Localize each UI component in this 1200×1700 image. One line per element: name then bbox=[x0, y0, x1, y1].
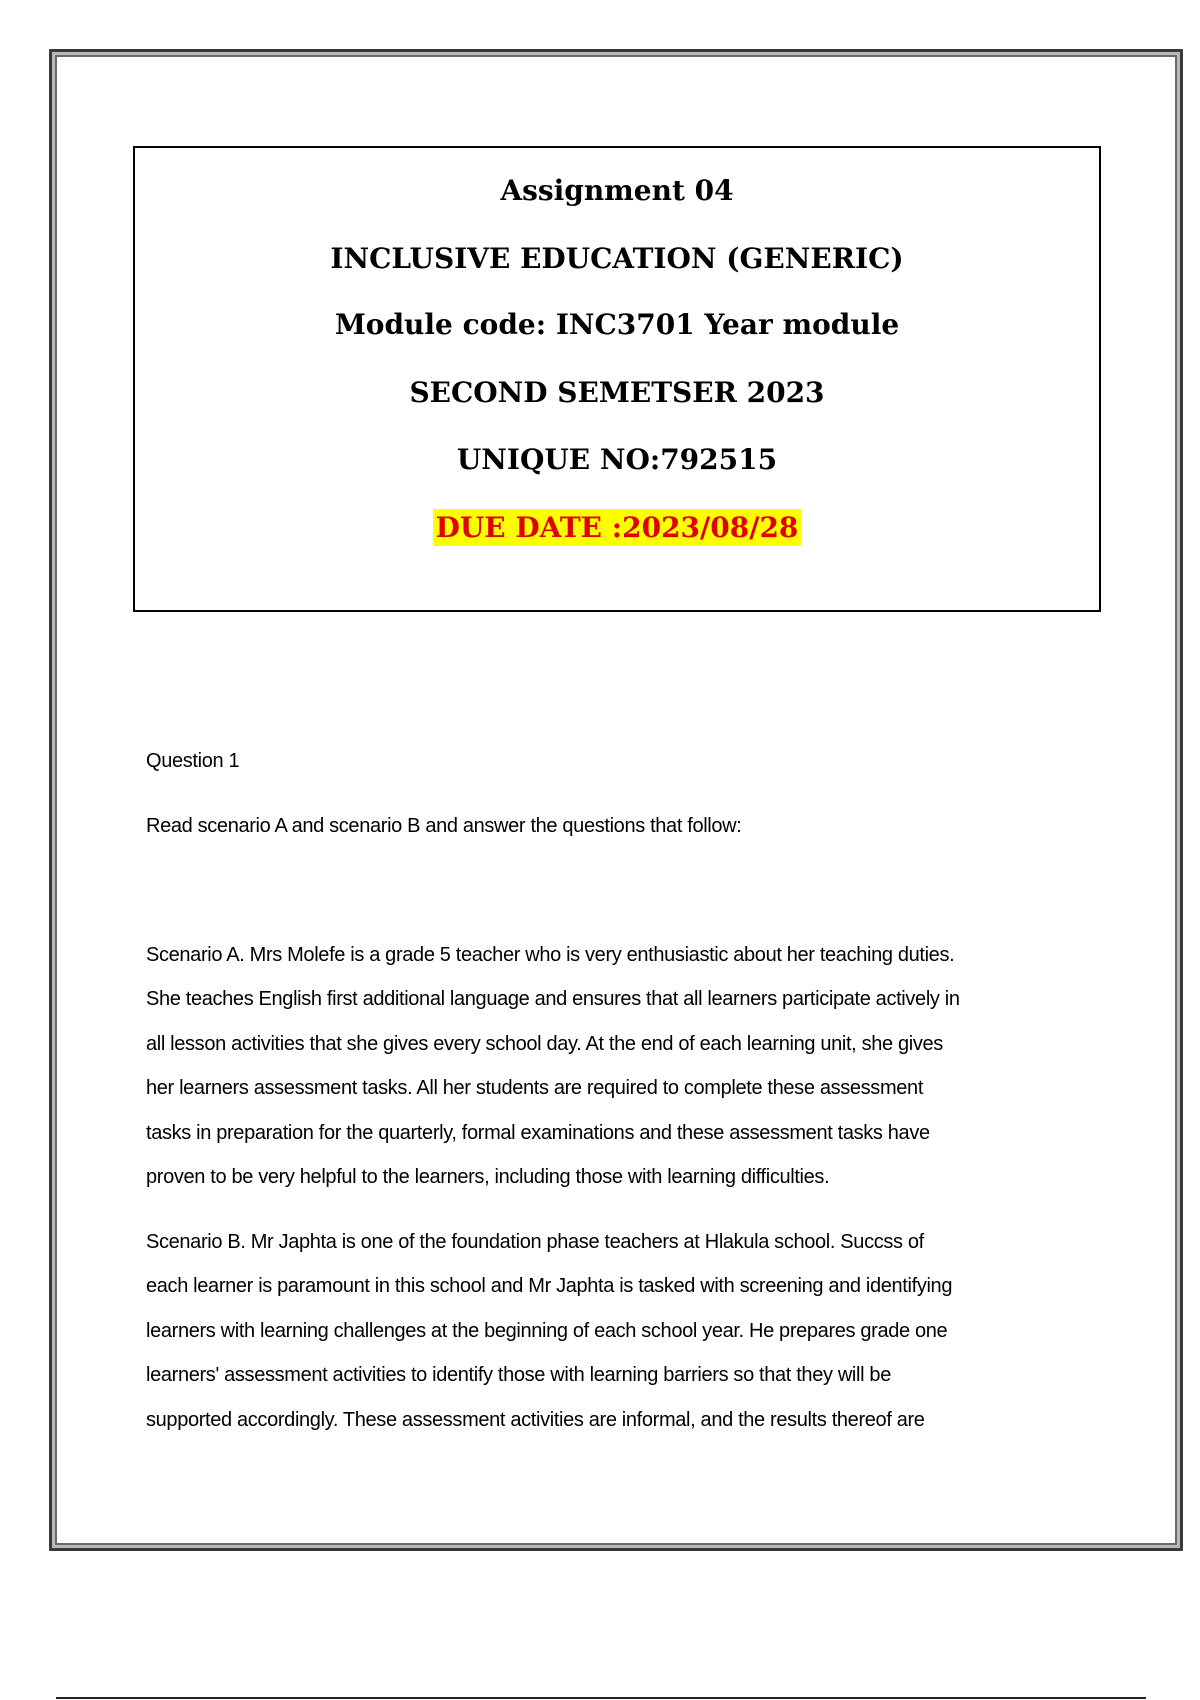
course-title: INCLUSIVE EDUCATION (GENERIC) bbox=[330, 242, 904, 275]
assignment-title: Assignment 04 bbox=[500, 174, 734, 207]
scenario-a-line: She teaches English first additional language and ensures that all learners participate actively in bbox=[146, 988, 960, 1010]
scenario-a-line: her learners assessment tasks. All her students are required to complete these assessment bbox=[146, 1077, 924, 1099]
scenario-a-line: Scenario A. Mrs Molefe is a grade 5 teacher who is very enthusiastic about her teaching duties. bbox=[146, 944, 955, 966]
due-date: DUE DATE :2023/08/28 bbox=[433, 509, 802, 546]
scenario-b-line: Scenario B. Mr Japhta is one of the foundation phase teachers at Hlakula school. Succss of bbox=[146, 1231, 924, 1253]
module-code: Module code: INC3701 Year module bbox=[334, 308, 900, 341]
semester: SECOND SEMETSER 2023 bbox=[409, 376, 825, 409]
scenario-a-line: proven to be very helpful to the learners, including those with learning difficulties. bbox=[146, 1166, 830, 1188]
scenario-b-line: learners with learning challenges at the beginning of each school year. He prepares grade one bbox=[146, 1320, 948, 1342]
scenario-a-line: tasks in preparation for the quarterly, formal examinations and these assessment tasks have bbox=[146, 1122, 930, 1144]
cover-title-box bbox=[133, 146, 1101, 612]
question-instruction: Read scenario A and scenario B and answer the questions that follow: bbox=[146, 815, 742, 837]
bottom-divider bbox=[56, 1697, 1146, 1699]
scenario-b-line: supported accordingly. These assessment activities are informal, and the results thereof are bbox=[146, 1409, 925, 1431]
question-heading: Question 1 bbox=[146, 750, 240, 772]
scenario-b-line: learners' assessment activities to identify those with learning barriers so that they will be bbox=[146, 1364, 891, 1386]
scenario-a-line: all lesson activities that she gives every school day. At the end of each learning unit, she gives bbox=[146, 1033, 943, 1055]
scenario-b-line: each learner is paramount in this school and Mr Japhta is tasked with screening and identifying bbox=[146, 1275, 953, 1297]
unique-number: UNIQUE NO:792515 bbox=[456, 443, 778, 476]
